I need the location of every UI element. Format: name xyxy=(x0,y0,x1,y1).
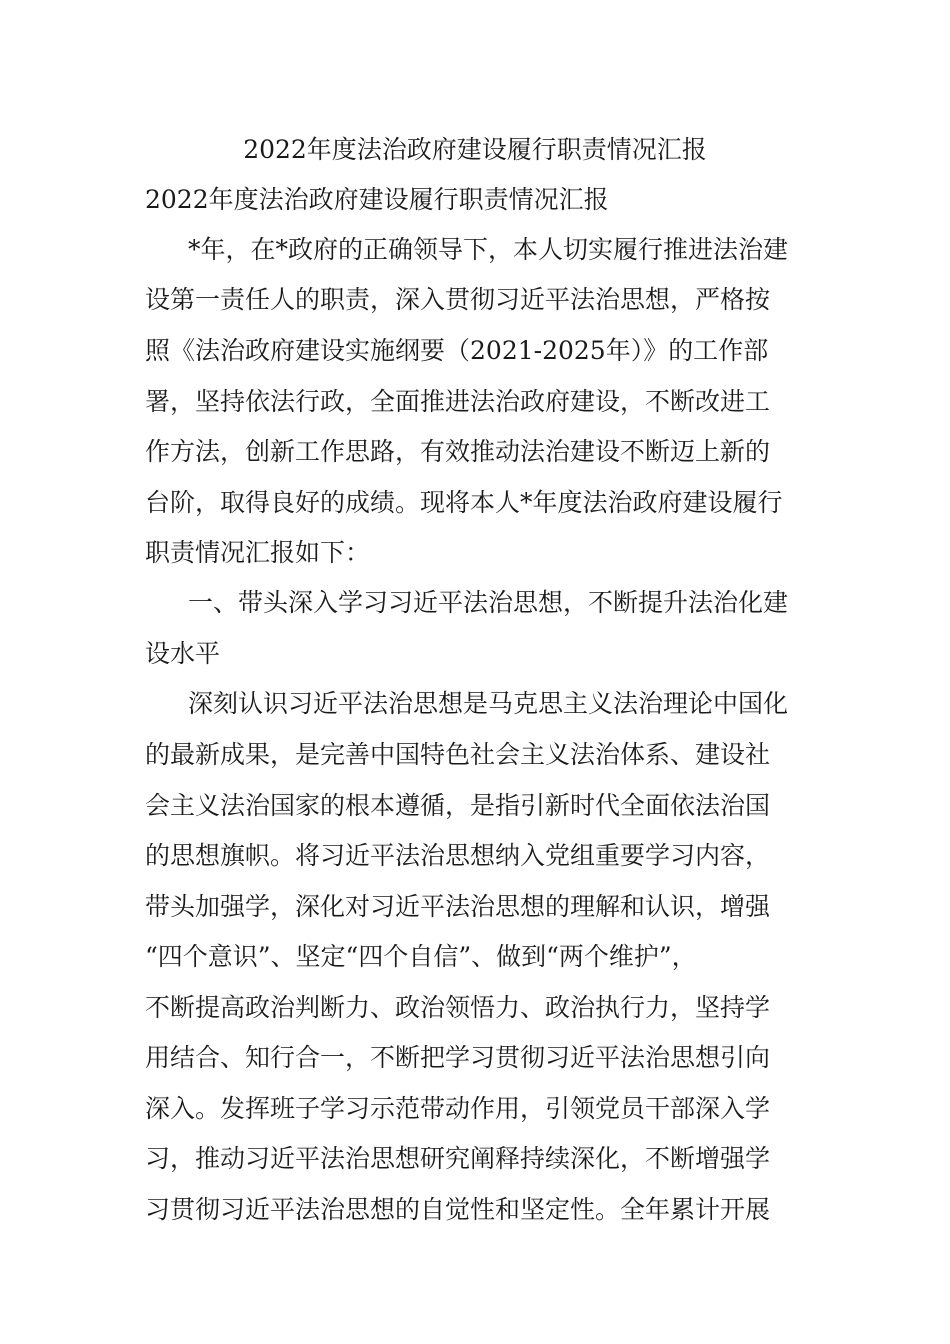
paragraph-line: 作方法，创新工作思路，有效推动法治建设不断迈上新的 xyxy=(145,437,771,466)
paragraph-line: 深刻认识习近平法治思想是马克思主义法治理论中国化 xyxy=(188,689,789,718)
section-heading-line: 一、带头深入学习习近平法治思想，不断提升法治化建 xyxy=(188,588,789,617)
paragraph-line: “四个意识”、坚定“四个自信”、做到“两个维护”， xyxy=(145,942,697,971)
paragraph-line: 设第一责任人的职责，深入贯彻习近平法治思想，严格按 xyxy=(145,285,771,314)
paragraph-line: 用结合、知行合一，不断把学习贯彻习近平法治思想引向 xyxy=(145,1043,771,1072)
paragraph-line: 习贯彻习近平法治思想的自觉性和坚定性。全年累计开展 xyxy=(145,1195,771,1224)
document-title: 2022年度法治政府建设履行职责情况汇报 xyxy=(243,135,707,164)
paragraph-line: 深入。发挥班子学习示范带动作用，引领党员干部深入学 xyxy=(145,1094,771,1123)
paragraph-line: 的思想旗帜。将习近平法治思想纳入党组重要学习内容， xyxy=(145,841,771,870)
paragraph-line: 台阶，取得良好的成绩。现将本人*年度法治政府建设履行 xyxy=(145,488,783,517)
section-heading-line: 设水平 xyxy=(145,639,221,668)
paragraph-line: 照《法治政府建设实施纲要（2021-2025年）》的工作部 xyxy=(145,336,769,365)
paragraph-line: 的最新成果，是完善中国特色社会主义法治体系、建设社 xyxy=(145,740,771,769)
paragraph-line: 职责情况汇报如下： xyxy=(145,538,371,567)
paragraph-line: 不断提高政治判断力、政治领悟力、政治执行力，坚持学 xyxy=(145,993,771,1022)
paragraph-line: 带头加强学，深化对习近平法治思想的理解和认识，增强 xyxy=(145,892,771,921)
document-subtitle: 2022年度法治政府建设履行职责情况汇报 xyxy=(145,185,609,214)
paragraph-line: 习，推动习近平法治思想研究阐释持续深化，不断增强学 xyxy=(145,1144,771,1173)
paragraph-line: *年，在*政府的正确领导下，本人切实履行推进法治建 xyxy=(188,235,789,264)
paragraph-line: 会主义法治国家的根本遵循，是指引新时代全面依法治国 xyxy=(145,791,771,820)
paragraph-line: 署，坚持依法行政，全面推进法治政府建设，不断改进工 xyxy=(145,387,771,416)
